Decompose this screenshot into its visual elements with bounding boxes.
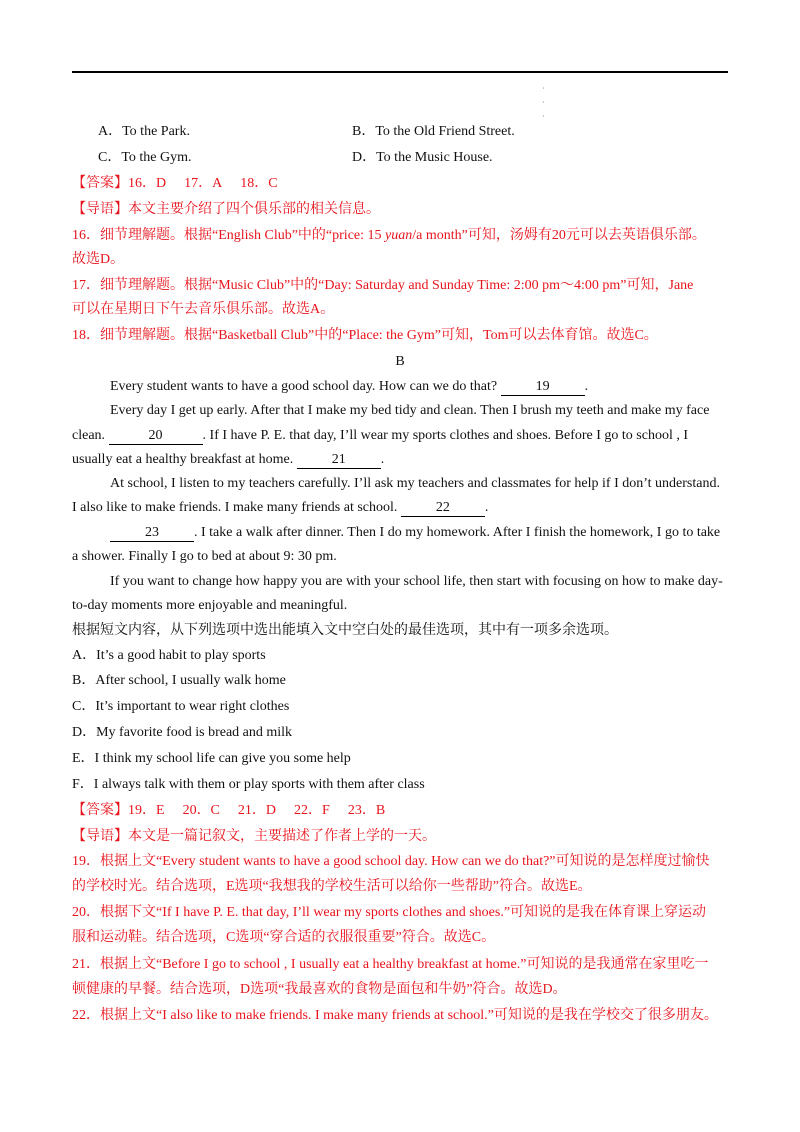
header-rule bbox=[72, 71, 728, 73]
passage-p1-text: Every student wants to have a good school day. How can we do that? bbox=[110, 379, 498, 394]
option-a-prev: A．To the Park. bbox=[98, 124, 190, 139]
passage-p4-line1 bbox=[110, 523, 720, 543]
answer-23: 23．B bbox=[347, 803, 386, 818]
blank-20[interactable]: 20 bbox=[109, 428, 203, 445]
guide-2: 【导语】本文是一篇记叙文，主要描述了作者上学的一天。 bbox=[72, 829, 436, 844]
passage-p2-line3-text: usually eat a healthy breakfast at home. bbox=[72, 452, 294, 467]
passage-p3-line2-text: I also like to make friends. I make many friends at school. bbox=[72, 500, 398, 515]
explain-16-line2: 故选D。 bbox=[72, 252, 125, 267]
passage-p4-line1-text: . I take a walk after dinner. Then I do my homework. After I finish the homework, I go to take bbox=[194, 525, 721, 540]
answer-18: 18．C bbox=[240, 176, 278, 191]
passage-p2-line3: usually eat a healthy breakfast at home. 21 . bbox=[72, 452, 385, 467]
blank-23[interactable]: 23 bbox=[110, 525, 194, 542]
passage-p2-line2 bbox=[72, 426, 688, 446]
option-c-prev: C．To the Gym. bbox=[98, 150, 192, 165]
option-b-prev: B．To the Old Friend Street. bbox=[352, 124, 515, 139]
explain-21-line2: 顿健康的早餐。结合选项，D选项“我最喜欢的食物是面包和牛奶”符合。故选D。 bbox=[72, 982, 567, 997]
option-c: C．It’s important to wear right clothes bbox=[72, 699, 290, 714]
option-d-prev: D．To the Music House. bbox=[352, 150, 493, 165]
section-b-heading: B bbox=[395, 354, 405, 369]
passage-p2-line2-b: . If I have P. E. that day, I’ll wear my sports clothes and shoes. Before I go to school , I bbox=[202, 428, 689, 443]
answer-20: 20．C bbox=[182, 803, 220, 818]
option-a: A．It’s a good habit to play sports bbox=[72, 648, 266, 663]
option-e: E．I think my school life can give you some help bbox=[72, 751, 351, 766]
blank-21[interactable]: 21 bbox=[297, 452, 381, 469]
option-f: F．I always talk with them or play sports with them after class bbox=[72, 777, 425, 792]
passage-p3-line1: At school, I listen to my teachers carefully. I’ll ask my teachers and classmates for help if I don’t understand. bbox=[110, 476, 720, 491]
answer-line-1 bbox=[72, 174, 278, 194]
answer-22: 22．F bbox=[294, 803, 330, 818]
blank-19[interactable]: 19 bbox=[501, 379, 585, 396]
passage-p4-line2: a shower. Finally I go to bed at about 9: 30 pm. bbox=[72, 549, 337, 564]
guide-1: 【导语】本文主要介绍了四个俱乐部的相关信息。 bbox=[72, 202, 380, 217]
option-b: B．After school, I usually walk home bbox=[72, 673, 286, 688]
passage-p5-line2: to-day moments more enjoyable and meaningful. bbox=[72, 598, 348, 613]
answer-line-2 bbox=[72, 801, 385, 821]
explain-16-a: 16．细节理解题。根据“English Club”中的“price: 15 bbox=[72, 228, 386, 243]
option-d: D．My favorite food is bread and milk bbox=[72, 725, 293, 740]
explain-18: 18．细节理解题。根据“Basketball Club”中的“Place: the Gym”可知，Tom可以去体育馆。故选C。 bbox=[72, 328, 658, 343]
passage-p2-line1: Every day I get up early. After that I make my bed tidy and clean. Then I brush my teeth and make my face bbox=[110, 403, 710, 418]
explain-19-line1: 19．根据上文“Every student wants to have a good school day. How can we do that?”可知说的是怎样度过愉快 bbox=[72, 854, 710, 869]
explain-16-line1 bbox=[72, 226, 706, 246]
explain-17-line2: 可以在星期日下午去音乐俱乐部。故选A。 bbox=[72, 302, 335, 317]
explain-20-line1: 20．根据下文“If I have P. E. that day, I’ll wear my sports clothes and shoes.”可知说的是我在体育课上穿运动 bbox=[72, 905, 707, 920]
passage-p1: Every student wants to have a good school day. How can we do that? 19 . bbox=[110, 379, 589, 394]
explain-21-line1: 21．根据上文“Before I go to school , I usually eat a healthy breakfast at home.”可知说的是我通常在家里吃一 bbox=[72, 957, 709, 972]
passage-p2-line2-a: clean. bbox=[72, 428, 106, 443]
answer-19: 【答案】19．E bbox=[72, 803, 165, 818]
explain-22: 22．根据上文“I also like to make friends. I make many friends at school.”可知说的是我在学校交了很多朋友。 bbox=[72, 1008, 718, 1023]
answer-21: 21．D bbox=[237, 803, 277, 818]
instruction: 根据短文内容，从下列选项中选出能填入文中空白处的最佳选项，其中有一项多余选项。 bbox=[72, 623, 618, 638]
answer-16: 【答案】16．D bbox=[72, 176, 167, 191]
passage-p3-line2: I also like to make friends. I make many friends at school. 22 . bbox=[72, 500, 489, 515]
explain-16-italic: yuan bbox=[385, 228, 413, 243]
header-dots: · · · bbox=[542, 84, 545, 121]
answer-17: 17．A bbox=[184, 176, 223, 191]
blank-22[interactable]: 22 bbox=[401, 500, 485, 517]
explain-20-line2: 服和运动鞋。结合选项，C选项“穿合适的衣服很重要”符合。故选C。 bbox=[72, 930, 496, 945]
passage-p5-line1: If you want to change how happy you are with your school life, then start with focusing on how to make day- bbox=[110, 574, 723, 589]
explain-19-line2: 的学校时光。结合选项，E选项“我想我的学校生活可以给你一些帮助”符合。故选E。 bbox=[72, 879, 592, 894]
explain-17-line1: 17．细节理解题。根据“Music Club”中的“Day: Saturday and Sunday Time: 2:00 pm～4:00 pm”可知，Jane bbox=[72, 278, 694, 293]
explain-16-b: /a month”可知，汤姆有20元可以去英语俱乐部。 bbox=[412, 228, 706, 243]
